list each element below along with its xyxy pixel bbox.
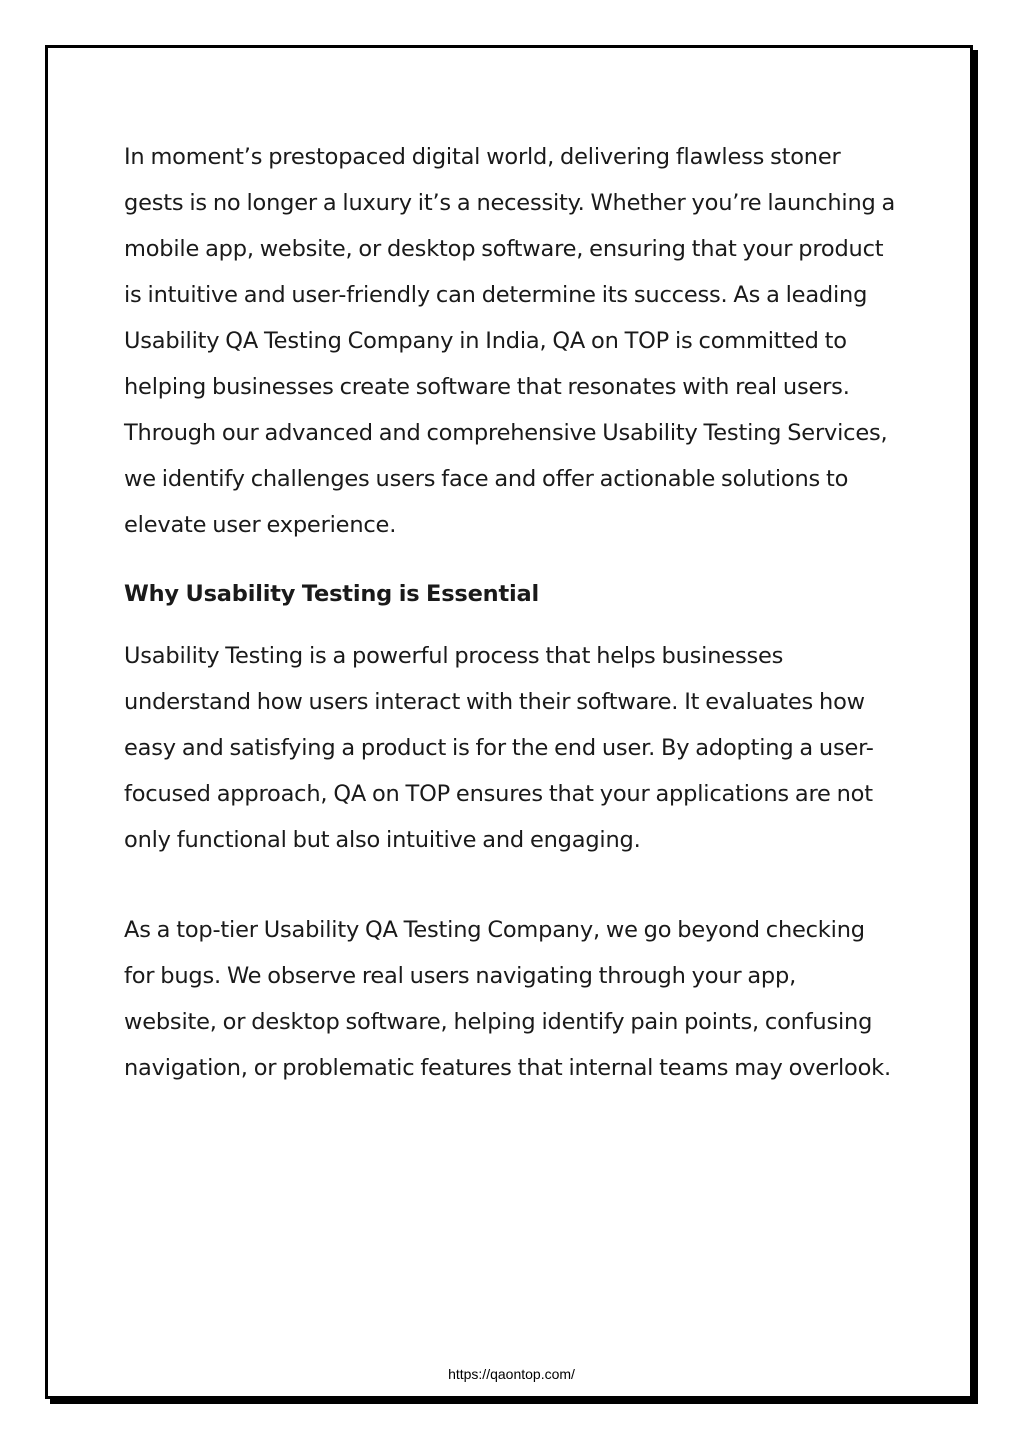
text-line: In moment’s prestopaced digital world, delivering flawless stoner <box>124 144 841 170</box>
text-line: gests is no longer a luxury it’s a necessity. Whether you’re launching a <box>124 190 896 216</box>
text-line: helping businesses create software that resonates with real users. <box>124 374 850 400</box>
text-line: navigation, or problematic features that internal teams may overlook. <box>124 1055 891 1081</box>
text-line: mobile app, website, or desktop software, ensuring that your product <box>124 236 884 262</box>
text-line: Usability Testing is a powerful process that helps businesses <box>124 643 784 669</box>
text-line: understand how users interact with their software. It evaluates how <box>124 689 865 715</box>
text-line: is intuitive and user-friendly can determine its success. As a leading <box>124 282 868 308</box>
footer-url-link[interactable]: https://qaontop.com/ <box>448 1366 575 1382</box>
text-line: only functional but also intuitive and engaging. <box>124 827 641 853</box>
paragraph-spacer <box>124 863 914 907</box>
text-line: easy and satisfying a product is for the end user. By adopting a user- <box>124 735 874 761</box>
text-line: Usability QA Testing Company in India, QA on TOP is committed to <box>124 328 847 354</box>
text-line: we identify challenges users face and offer actionable solutions to <box>124 466 849 492</box>
section-heading: Why Usability Testing is Essential <box>124 581 540 607</box>
closing-paragraph <box>124 907 914 1091</box>
text-line: elevate user experience. <box>124 512 397 538</box>
text-line: As a top-tier Usability QA Testing Company, we go beyond checking <box>124 917 865 943</box>
text-line: Through our advanced and comprehensive Usability Testing Services, <box>124 420 888 446</box>
intro-paragraph <box>124 134 914 548</box>
document-body <box>124 134 914 1091</box>
text-line: focused approach, QA on TOP ensures that your applications are not <box>124 781 873 807</box>
text-line: for bugs. We observe real users navigating through your app, <box>124 963 797 989</box>
body-paragraph <box>124 633 914 863</box>
text-line: website, or desktop software, helping identify pain points, confusing <box>124 1009 873 1035</box>
